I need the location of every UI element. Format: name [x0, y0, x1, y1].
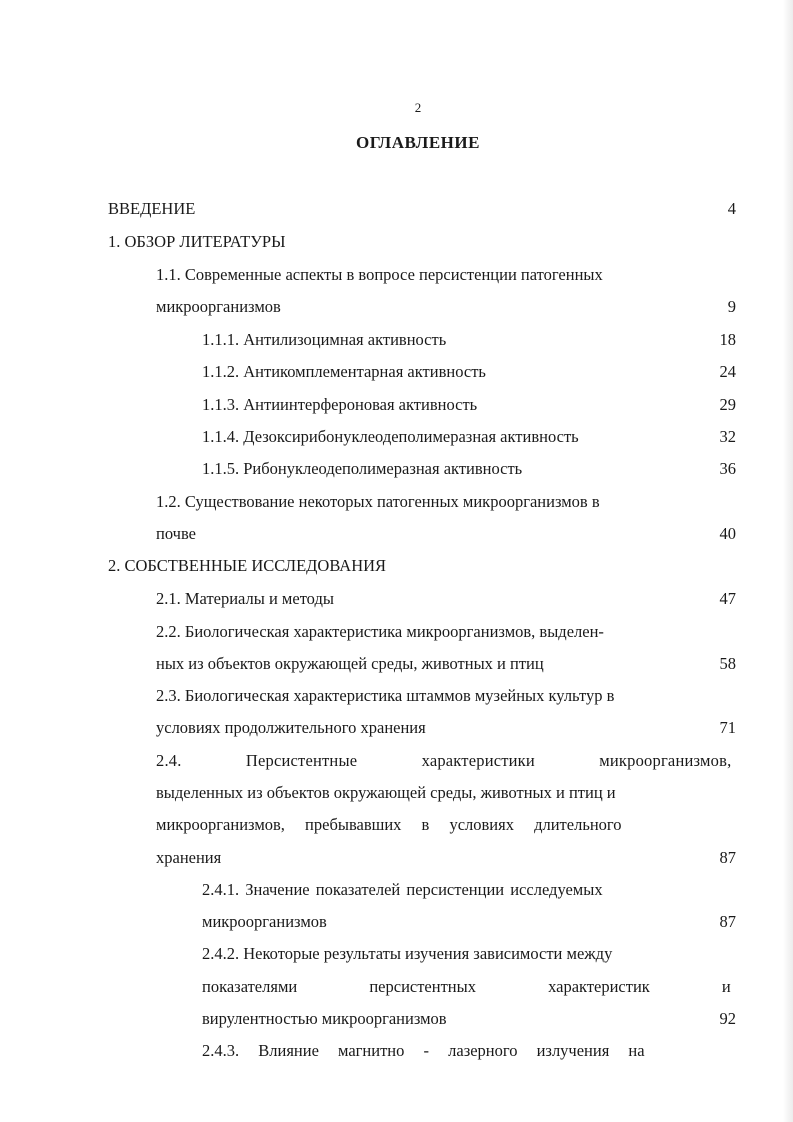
toc-entry-2-1: 2.1. Материалы и методы: [156, 589, 334, 608]
toc-page-1-2: 40: [719, 524, 736, 543]
toc-page-2-4-2: 92: [719, 1009, 736, 1028]
toc-entry-2-4-1-line-2: микроорганизмов: [202, 912, 327, 931]
toc-text: 1.1. Современные аспекты в вопросе персистенции патогенных: [156, 265, 603, 284]
toc-page-2-4: 87: [719, 848, 736, 867]
toc-entry-2-2-line-2: ных из объектов окружающей среды, животных и птиц: [156, 654, 544, 673]
toc-page-1-1-5: 36: [719, 459, 736, 478]
toc-entry-2-4-2-line-2: показателями персистентных характеристик и: [202, 977, 731, 996]
toc-entry-2-4-line-4: хранения: [156, 848, 222, 867]
toc-entry-2-4-3-line-1: 2.4.3. Влияние магнитно - лазерного излучения на: [202, 1041, 645, 1060]
toc-entry-2-4-line-2: выделенных из объектов окружающей среды, животных и птиц и: [156, 783, 616, 802]
page-title: ОГЛАВЛЕНИЕ: [356, 133, 480, 152]
toc-page-1-1-3: 29: [719, 395, 736, 414]
toc-entry-introduction: ВВЕДЕНИЕ: [108, 199, 196, 218]
toc-page-introduction: 4: [727, 199, 736, 218]
toc-entry-2-4-1-line-1: 2.4.1. Значение показателей персистенции исследуемых: [202, 880, 603, 899]
toc-page-1-1-2: 24: [719, 362, 736, 381]
toc-page-1-1-4: 32: [719, 427, 736, 446]
toc-entry-1-2-line-1: 1.2. Существование некоторых патогенных микроорганизмов в: [156, 492, 600, 511]
toc-page-1-1-1: 18: [719, 330, 736, 349]
toc-page-2-4-1: 87: [719, 912, 736, 931]
toc-entry-1-1-4: 1.1.4. Дезоксирибонуклеодеполимеразная активность: [202, 427, 579, 446]
toc-entry-1-1-2: 1.1.2. Антикомплементарная активность: [202, 362, 486, 381]
toc-entry-1-1-1: 1.1.1. Антилизоцимная активность: [202, 330, 447, 349]
toc-entry-chapter-2: 2. СОБСТВЕННЫЕ ИССЛЕДОВАНИЯ: [108, 556, 387, 575]
toc-page-2-3: 71: [719, 718, 736, 737]
toc-page-2-2: 58: [719, 654, 736, 673]
toc-entry-1-1-5: 1.1.5. Рибонуклеодеполимеразная активность: [202, 459, 523, 478]
toc-entry-1-1-3: 1.1.3. Антиинтерфероновая активность: [202, 395, 478, 414]
toc-entry-2-3-line-1: 2.3. Биологическая характеристика штаммов музейных культур в: [156, 686, 615, 705]
toc-entry-1-2-line-2: почве: [156, 524, 196, 543]
toc-page-1-1: 9: [727, 297, 736, 316]
toc-entry-2-2-line-1: 2.2. Биологическая характеристика микроорганизмов, выделен-: [156, 622, 604, 641]
toc-entry-1-1-line-1: [156, 265, 686, 285]
toc-entry-1-1-line-2: микроорганизмов: [156, 297, 281, 316]
page-number: 2: [414, 100, 422, 115]
toc-entry-chapter-1: 1. ОБЗОР ЛИТЕРАТУРЫ: [108, 232, 286, 251]
toc-entry-2-4-2-line-1: 2.4.2. Некоторые результаты изучения зависимости между: [202, 944, 613, 963]
toc-entry-2-3-line-2: условиях продолжительного хранения: [156, 718, 426, 737]
toc-page-2-1: 47: [719, 589, 736, 608]
scan-edge-shadow: [783, 0, 793, 1122]
toc-entry-2-4-line-3: микроорганизмов, пребывавших в условиях длительного: [156, 815, 622, 834]
toc-entry-2-4-2-line-3: вирулентностью микроорганизмов: [202, 1009, 447, 1028]
toc-entry-2-4-line-1: 2.4. Персистентные характеристики микроорганизмов,: [156, 751, 732, 770]
